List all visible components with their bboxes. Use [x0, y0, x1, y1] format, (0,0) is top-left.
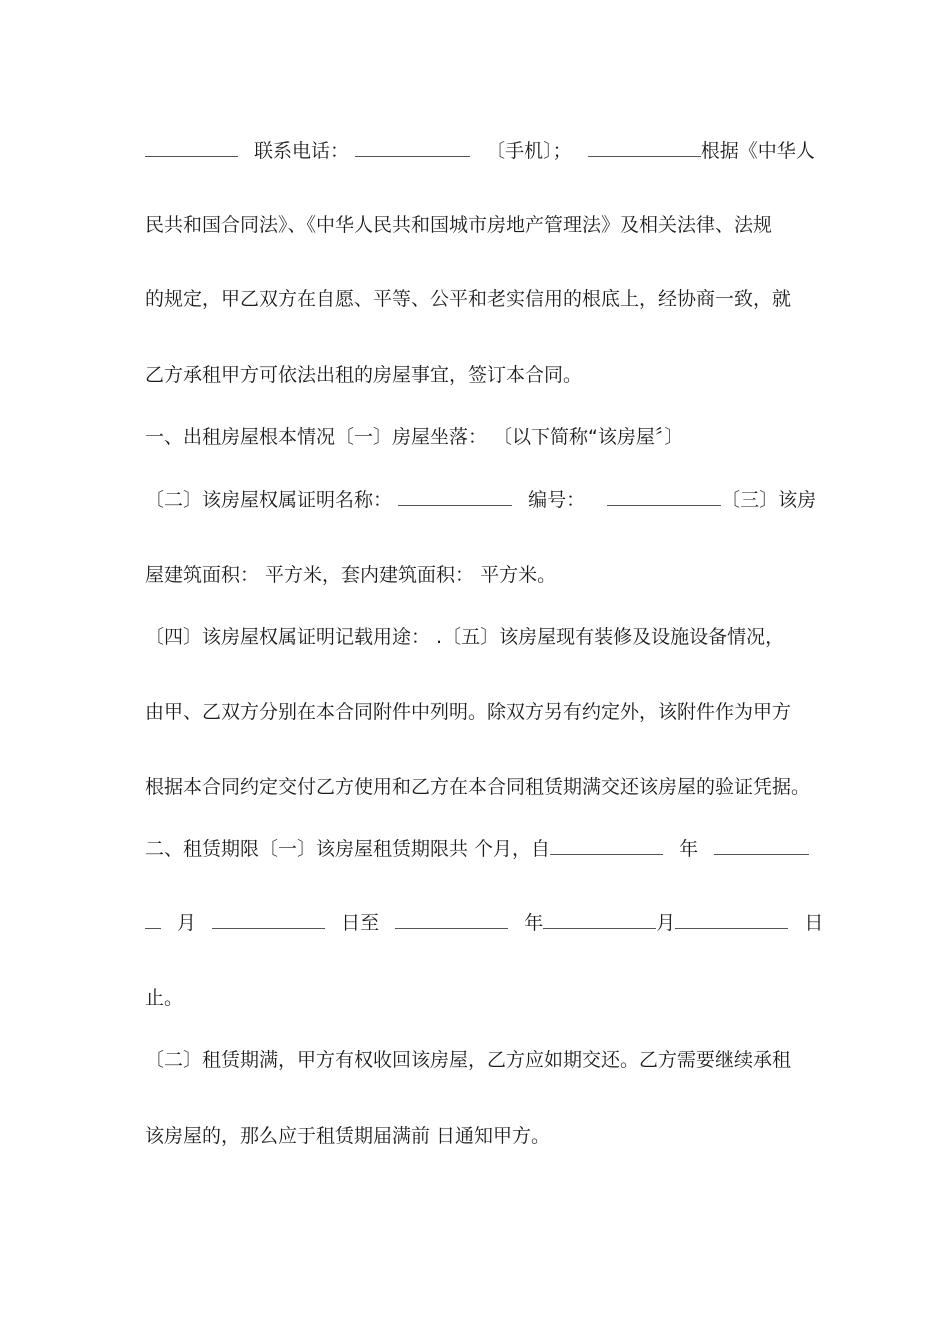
- end-year-blank: [395, 912, 508, 929]
- lease-term-text: 二、租赁期限〔一〕该房屋租赁期限共 个月，自: [145, 838, 551, 860]
- end-month-blank: [543, 912, 656, 929]
- end-month-label: 月: [656, 912, 676, 934]
- mobile-label: 〔手机〕；: [486, 140, 572, 162]
- paragraph-line: 由甲、乙双方分别在本合同附件中列明。除双方另有约定外，该附件作为甲方: [145, 701, 792, 723]
- paragraph-line: 屋建筑面积： 平方米，套内建筑面积： 平方米。: [145, 564, 557, 586]
- area-intro: 〔三〕该房: [721, 489, 817, 511]
- section-heading: 一、出租房屋根本情况〔一〕房屋坐落： 〔以下简称“该房屋〞〕: [145, 426, 684, 448]
- cert-number-label: 编号：: [528, 489, 586, 511]
- phone-label: 联系电话：: [254, 140, 350, 162]
- paragraph-line: 根据本合同约定交付乙方使用和乙方在本合同租赁期满交还该房屋的验证凭据。: [145, 776, 811, 798]
- paragraph-line: 乙方承租甲方可依法出租的房屋事宜，签订本合同。: [145, 364, 583, 386]
- day-blank: [212, 912, 325, 929]
- cert-number-blank: [607, 489, 721, 506]
- blank-field: [145, 912, 161, 929]
- blank-field: [145, 140, 238, 157]
- cert-name-blank: [398, 489, 512, 506]
- lease-term-line: [145, 837, 805, 861]
- basis-text: 根据《中华人: [700, 140, 815, 162]
- year-label: 年: [679, 838, 699, 860]
- paragraph-line: 该房屋的，那么应于租赁期届满前 日通知甲方。: [145, 1125, 551, 1147]
- paragraph-line: 止。: [145, 987, 184, 1009]
- paragraph-line: 民共和国合同法》、《中华人民共和国城市房地产管理法》及相关法律、法规: [145, 214, 773, 236]
- year-blank: [550, 838, 663, 855]
- phone-blank: [355, 140, 470, 157]
- day-to-label: 日至: [341, 912, 380, 934]
- contact-line: [145, 139, 815, 163]
- month-blank: [714, 838, 809, 855]
- end-day-label: 日: [804, 912, 824, 934]
- paragraph-line: 〔四〕该房屋权属证明记载用途： .〔五〕该房屋现有装修及设施设备情况，: [145, 626, 785, 648]
- property-cert-line: [145, 488, 817, 512]
- paragraph-line: 的规定，甲乙双方在自愿、平等、公平和老实信用的根底上，经协商一致，就: [145, 288, 792, 310]
- month-label: 月: [177, 912, 197, 934]
- cert-name-label: 〔二〕该房屋权属证明名称：: [145, 489, 393, 511]
- end-day-blank: [675, 912, 788, 929]
- end-year-label: 年: [524, 912, 544, 934]
- paragraph-line: 〔二〕租赁期满，甲方有权收回该房屋，乙方应如期交还。乙方需要继续承租: [145, 1049, 792, 1071]
- lease-date-line: [145, 911, 824, 935]
- blank-field: [588, 140, 701, 157]
